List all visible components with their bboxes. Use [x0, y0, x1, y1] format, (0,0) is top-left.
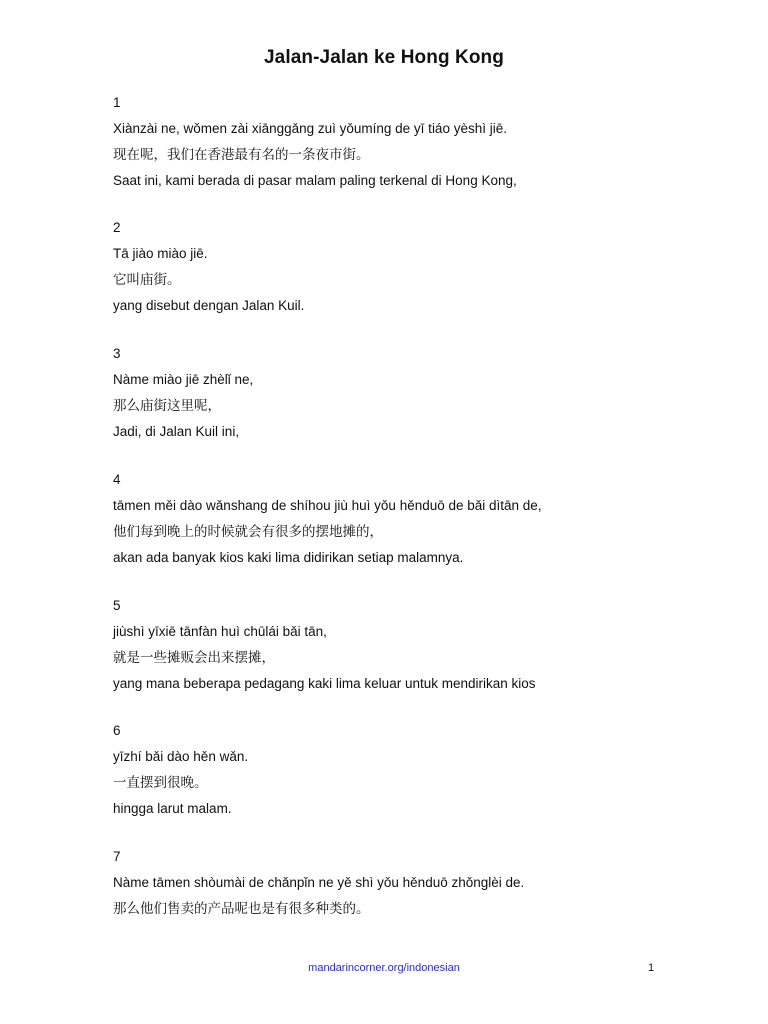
entry-4: [113, 467, 713, 571]
entry-number: 3: [113, 346, 121, 361]
entry-hanzi: 现在呢，我们在香港最有名的一条夜市街。: [113, 147, 370, 163]
entry-indonesian: yang disebut dengan Jalan Kuil.: [113, 298, 305, 313]
entry-hanzi: 就是一些摊贩会出来摆摊，: [113, 650, 275, 666]
entry-hanzi: 那么庙街这里呢，: [113, 398, 221, 414]
entry-pinyin: tāmen měi dào wǎnshang de shíhou jiù huì yǒu hěnduō de bǎi dìtān de,: [113, 498, 542, 513]
entry-pinyin: Xiànzài ne, wǒmen zài xiānggǎng zuì yǒumíng de yī tiáo yèshì jiē.: [113, 121, 507, 136]
entry-pinyin: jiùshì yīxiē tānfàn huì chūlái bǎi tān,: [113, 624, 327, 639]
page-number: 1: [648, 962, 655, 974]
entry-pinyin: Nàme tāmen shòumài de chǎnpǐn ne yě shì yǒu hěnduō zhǒnglèi de.: [113, 875, 525, 890]
entry-2: [113, 215, 713, 319]
entry-number: 1: [113, 95, 121, 110]
entry-7: [113, 844, 713, 922]
entry-indonesian: hingga larut malam.: [113, 801, 232, 816]
entry-number: 7: [113, 849, 121, 864]
entry-hanzi: 一直摆到很晚。: [113, 775, 208, 791]
entry-hanzi: 那么他们售卖的产品呢也是有很多种类的。: [113, 901, 370, 917]
entry-3: [113, 341, 713, 445]
entry-pinyin: Tā jiào miào jiē.: [113, 246, 208, 261]
entry-number: 4: [113, 472, 121, 487]
entry-1: [113, 90, 713, 194]
entry-number: 6: [113, 723, 121, 738]
entry-6: [113, 718, 713, 822]
entry-pinyin: yīzhí bǎi dào hěn wǎn.: [113, 749, 249, 764]
entry-hanzi: 它叫庙街。: [113, 272, 181, 288]
entry-5: [113, 593, 713, 697]
entry-indonesian: Saat ini, kami berada di pasar malam paling terkenal di Hong Kong,: [113, 173, 517, 188]
document-title: Jalan-Jalan ke Hong Kong: [264, 47, 504, 68]
entry-number: 5: [113, 598, 121, 613]
entry-hanzi: 他们每到晚上的时候就会有很多的摆地摊的，: [113, 524, 383, 540]
entry-indonesian: Jadi, di Jalan Kuil ini,: [113, 424, 240, 439]
entry-indonesian: akan ada banyak kios kaki lima didirikan setiap malamnya.: [113, 550, 464, 565]
entry-number: 2: [113, 220, 121, 235]
entry-pinyin: Nàme miào jiē zhèlǐ ne,: [113, 372, 254, 387]
entry-indonesian: yang mana beberapa pedagang kaki lima keluar untuk mendirikan kios: [113, 676, 536, 691]
footer-website-link[interactable]: mandarincorner.org/indonesian: [308, 962, 460, 974]
